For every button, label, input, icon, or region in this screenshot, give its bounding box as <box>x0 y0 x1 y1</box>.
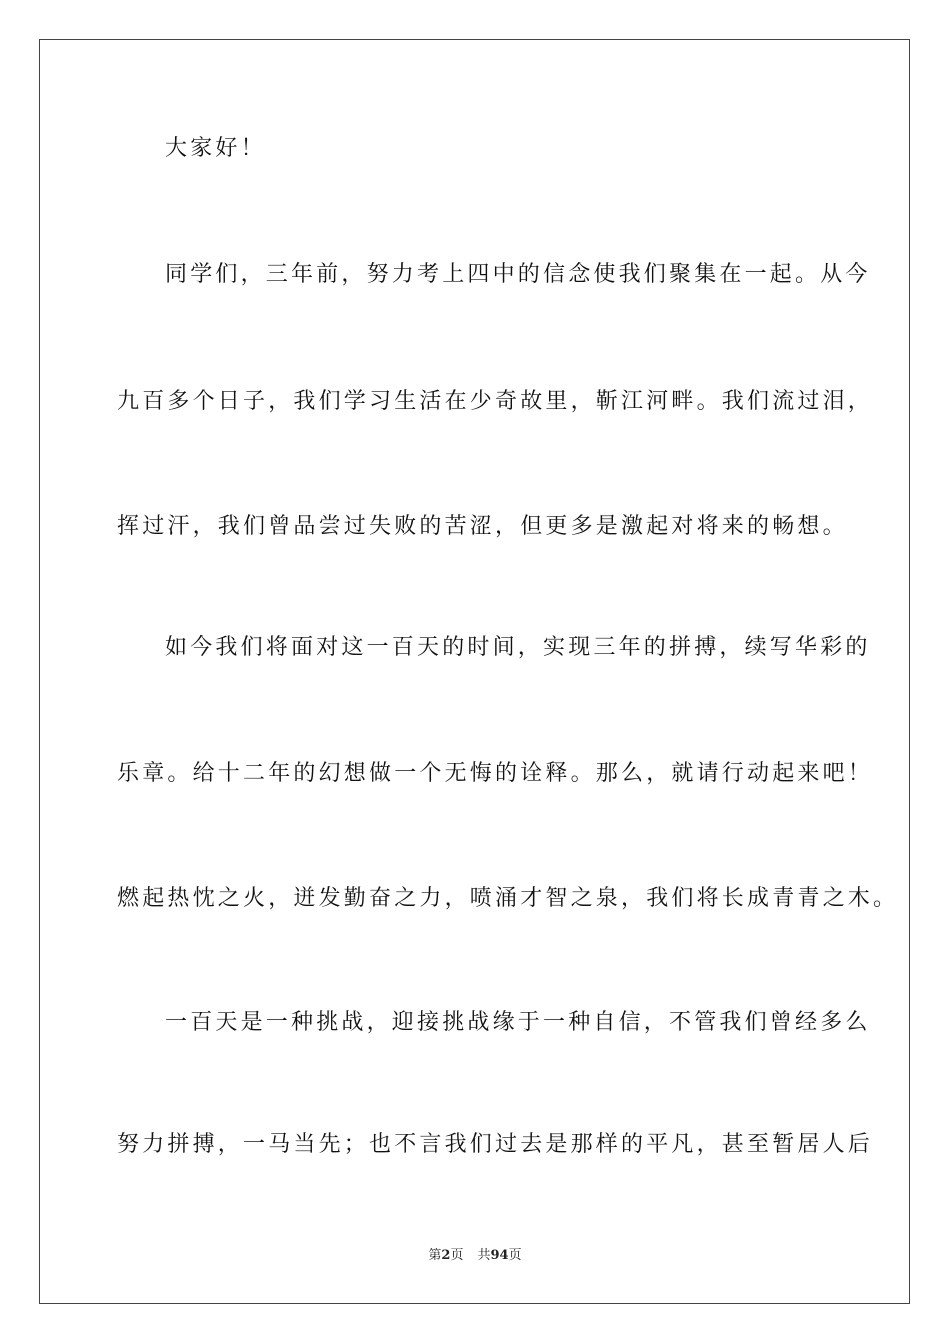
total-prefix: 共 <box>477 1248 491 1263</box>
current-page-number: 2 <box>441 1248 451 1263</box>
page-suffix: 页 <box>450 1248 464 1263</box>
page-number-footer <box>0 1247 950 1265</box>
paragraph-line: 如今我们将面对这一百天的时间，实现三年的拼搏，续写华彩的 <box>165 635 871 660</box>
paragraph-line: 同学们，三年前，努力考上四中的信念使我们聚集在一起。从今 <box>165 262 871 287</box>
paragraph-line: 乐章。给十二年的幻想做一个无悔的诠释。那么，就请行动起来吧！ <box>117 761 874 786</box>
greeting-line: 大家好！ <box>165 136 266 161</box>
page-border <box>39 39 910 1304</box>
paragraph-line: 燃起热忱之火，迸发勤奋之力，喷涌才智之泉，我们将长成青青之木。 <box>117 886 899 911</box>
paragraph-line: 九百多个日子，我们学习生活在少奇故里，靳江河畔。我们流过泪， <box>117 389 874 414</box>
total-suffix: 页 <box>508 1248 522 1263</box>
paragraph-line: 努力拼搏，一马当先；也不言我们过去是那样的平凡，甚至暂居人后 <box>117 1132 874 1157</box>
paragraph-line: 一百天是一种挑战，迎接挑战缘于一种自信，不管我们曾经多么 <box>165 1010 871 1035</box>
paragraph-line: 挥过汗，我们曾品尝过失败的苦涩，但更多是激起对将来的畅想。 <box>117 514 848 539</box>
total-page-number: 94 <box>490 1248 509 1263</box>
page-prefix: 第 <box>428 1248 442 1263</box>
